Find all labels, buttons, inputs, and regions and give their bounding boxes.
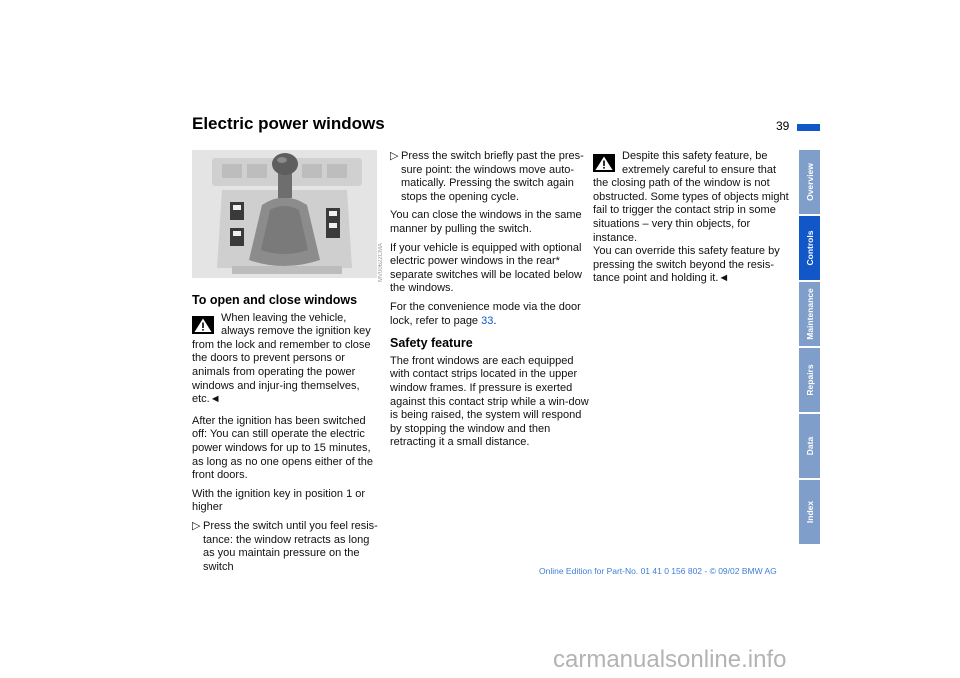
- bullet-item: [390, 150, 590, 204]
- page-marker-bar: [797, 124, 820, 131]
- paragraph: If your vehicle is equipped with optional electric power windows in the rear* separate switches will be located below the windows.: [390, 241, 582, 295]
- paragraph: After the ignition has been switched off: You can still operate the electric power windows for up to 15 minutes, as long as no one opens either of the front doors.: [192, 414, 374, 482]
- tab-index[interactable]: [799, 480, 820, 544]
- warning-icon: [593, 154, 615, 172]
- page-link[interactable]: 33: [481, 314, 494, 327]
- paragraph: The front windows are each equipped with contact strips located in the upper window frames. If pressure is exerted against this contact strip while a win-dow is being raised, the system will respond by stopping the window and then retracting it a small distance.: [390, 354, 589, 449]
- paragraph-text: .: [493, 314, 497, 327]
- column-1: [192, 294, 382, 579]
- section-heading-safety: Safety feature: [390, 336, 473, 351]
- warning-text: Despite this safety feature, be extremely careful to ensure that the closing path of the window is not obstructed. Some types of objects might fail to trigger the contact strip in some situations – very thin objects, for instance.: [593, 150, 789, 244]
- tab-label: Controls: [804, 230, 815, 266]
- tab-overview[interactable]: [799, 150, 820, 214]
- watermark: carmanualsonline.info: [553, 646, 787, 673]
- paragraph: [390, 301, 590, 328]
- tab-label: Repairs: [804, 364, 815, 396]
- tab-label: Data: [804, 436, 815, 456]
- bullet-text: Press the switch briefly past the pres-sure point: the windows move auto-matically. Pressing the switch again stops the opening cycle.: [401, 150, 584, 203]
- warning-icon: [192, 316, 214, 334]
- warning-paragraph: [192, 312, 382, 407]
- footer-edition: Online Edition for Part-No. 01 41 0 156 802 - © 09/02 BMW AG: [539, 566, 777, 576]
- tab-label: Overview: [804, 163, 815, 201]
- console-illustration: [192, 150, 377, 278]
- tab-repairs[interactable]: [799, 348, 820, 412]
- end-mark: ◄: [209, 393, 221, 406]
- paragraph: [593, 245, 789, 286]
- tab-label: Index: [804, 500, 815, 524]
- paragraph-text: You can override this safety feature by pressing the switch beyond the resis-tance point and holding it.: [593, 245, 780, 285]
- warning-paragraph: [593, 150, 789, 245]
- image-code: MV00622CMA: [378, 242, 384, 282]
- page-title: Electric power windows: [192, 114, 385, 133]
- bullet-marker: ▷: [390, 150, 399, 162]
- console-photo: [192, 150, 377, 278]
- paragraph-text: For the convenience mode via the door lock, refer to page: [390, 300, 581, 327]
- tab-label: Maintenance: [804, 288, 815, 340]
- section-heading-open-close: To open and close windows: [192, 293, 358, 307]
- warning-text: When leaving the vehicle, always remove the ignition key from the lock and remember to close the doors to prevent persons or animals from operating the power windows and injur-ing themselves, etc.: [192, 311, 371, 406]
- bullet-text: Press the switch until you feel resis-tance: the window retracts as long as you maintain pressure on the switch: [203, 519, 378, 573]
- tab-controls[interactable]: [799, 216, 820, 280]
- page-number: 39: [776, 119, 790, 133]
- bullet-item: [192, 520, 382, 574]
- column-2: [390, 150, 590, 455]
- bullet-marker: ▷: [192, 519, 201, 532]
- paragraph: With the ignition key in position 1 or higher: [192, 487, 366, 514]
- column-3: [593, 150, 789, 291]
- paragraph: You can close the windows in the same manner by pulling the switch.: [390, 209, 582, 235]
- tab-data[interactable]: [799, 414, 820, 478]
- end-mark: ◄: [718, 272, 730, 285]
- tab-maintenance[interactable]: [799, 282, 820, 346]
